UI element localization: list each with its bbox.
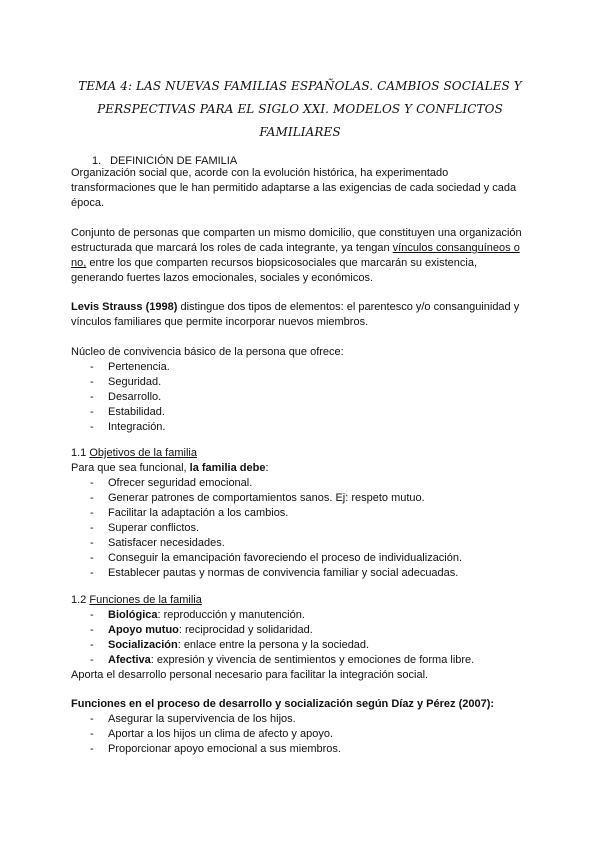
nucleo-intro: Núcleo de convivencia básico de la persona que ofrece:	[71, 346, 344, 358]
section-number: 1.2	[71, 594, 90, 606]
list-item: - Ofrecer seguridad emocional.	[71, 476, 462, 491]
text-line	[71, 593, 541, 608]
text-line	[71, 256, 541, 271]
term: Socialización	[108, 639, 178, 651]
desarrollo-list	[71, 712, 341, 757]
levis-strauss-paragraph	[71, 300, 541, 330]
bold-text: la familia debe	[189, 462, 266, 474]
definition-paragraph-2	[71, 226, 541, 286]
text-run: Para que sea funcional,	[71, 462, 190, 474]
list-item: - Proporcionar apoyo emocional a sus miembros.	[71, 742, 341, 757]
term: Apoyo mutuo	[108, 624, 179, 636]
text-line	[71, 241, 541, 256]
list-item	[71, 623, 474, 638]
list-item: - Aportar a los hijos un clima de afecto y apoyo.	[71, 727, 341, 742]
desarrollo-heading	[71, 697, 541, 712]
title-line: FAMILIARES	[259, 125, 341, 139]
description: : reproducción y manutención.	[157, 609, 305, 621]
list-item: - Facilitar la adaptación a los cambios.	[71, 506, 462, 521]
text-run: distingue dos tipos de elementos: el parentesco y/o consanguinidad y	[177, 301, 520, 313]
term: Biológica	[108, 609, 158, 621]
section-number: 1.	[92, 155, 102, 167]
list-item	[71, 608, 474, 623]
description: : reciprocidad y solidaridad.	[178, 624, 313, 636]
section-label: DEFINICIÓN DE FAMILIA	[110, 155, 238, 167]
section-label: Funciones de la familia	[89, 594, 202, 606]
funciones-list	[71, 608, 474, 668]
list-item: - Integración.	[71, 420, 170, 435]
text-line	[71, 300, 541, 315]
underlined-text: no,	[71, 257, 87, 269]
text-line: vínculos familiares que permite incorporar nuevos miembros.	[71, 316, 369, 328]
list-item: - Desarrollo.	[71, 390, 170, 405]
text-run: estructurada que marcará los roles de cada integrante, ya tengan	[71, 242, 393, 254]
title-line: TEMA 4: LAS NUEVAS FAMILIAS ESPAÑOLAS. CAMBIOS SOCIALES Y	[78, 79, 522, 93]
description: : expresión y vivencia de sentimientos y emociones de forma libre.	[150, 654, 475, 666]
list-item: - Generar patrones de comportamientos sanos. Ej: respeto mutuo.	[71, 491, 462, 506]
text-run: :	[265, 462, 269, 474]
bold-heading: Funciones en el proceso de desarrollo y socialización según Díaz y Pérez (2007):	[71, 698, 495, 710]
list-item: - Pertenencia.	[71, 360, 170, 375]
description: : enlace entre la persona y la sociedad.	[177, 639, 370, 651]
text-line: época.	[71, 197, 105, 209]
funciones-after: Aporta el desarrollo personal necesario para facilitar la integración social.	[71, 669, 429, 681]
text-line: generando fuertes lazos emocionales, sociales y económicos.	[71, 272, 374, 284]
list-item: - Superar conflictos.	[71, 521, 462, 536]
list-item: - Conseguir la emancipación favoreciendo el proceso de individualización.	[71, 551, 462, 566]
underlined-text: vínculos consanguíneos o	[392, 242, 520, 254]
section-heading-objetivos	[71, 446, 541, 476]
section-label: Objetivos de la familia	[89, 447, 197, 459]
text-line: transformaciones que le han permitido adaptarse a las exigencias de cada sociedad y cada	[71, 182, 517, 194]
term: Afectiva	[108, 654, 151, 666]
text-line: Organización social que, acorde con la evolución histórica, ha experimentado	[71, 167, 449, 179]
text-line: Conjunto de personas que comparten un mismo domicilio, que constituyen una organización	[71, 227, 522, 239]
list-item: - Establecer pautas y normas de convivencia familiar y social adecuadas.	[71, 566, 462, 581]
nucleo-list	[71, 360, 170, 435]
list-item: - Seguridad.	[71, 375, 170, 390]
list-item: - Estabilidad.	[71, 405, 170, 420]
definition-paragraph-1	[71, 166, 541, 211]
text-run: entre los que comparten recursos biopsicosociales que marcarán su existencia,	[86, 257, 477, 269]
section-heading-funciones	[71, 593, 541, 608]
section-number: 1.1	[71, 447, 90, 459]
author-citation: Levis Strauss (1998)	[71, 301, 178, 313]
list-item	[71, 653, 474, 668]
list-item	[71, 638, 474, 653]
objetivos-list	[71, 476, 462, 581]
list-item: - Asegurar la supervivencia de los hijos.	[71, 712, 341, 727]
text-line	[71, 461, 541, 476]
list-item: - Satisfacer necesidades.	[71, 536, 462, 551]
text-line	[71, 446, 541, 461]
document-title	[60, 75, 540, 144]
title-line: PERSPECTIVAS PARA EL SIGLO XXI. MODELOS Y CONFLICTOS	[97, 102, 503, 116]
